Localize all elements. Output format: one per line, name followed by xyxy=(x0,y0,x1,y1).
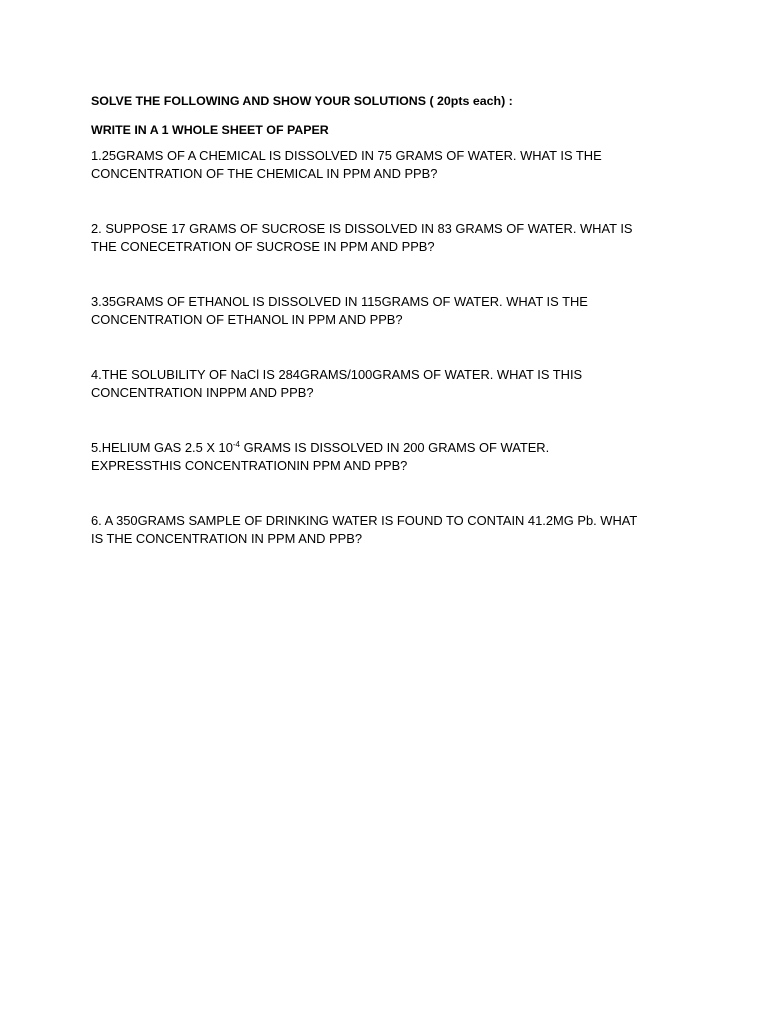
document-content xyxy=(91,93,691,585)
question-6-line-1: 6. A 350GRAMS SAMPLE OF DRINKING WATER IS FOUND TO CONTAIN 41.2MG Pb. WHAT xyxy=(91,513,638,528)
question-4 xyxy=(91,366,691,402)
question-5-exponent: -4 xyxy=(232,440,240,449)
question-5-line-1 xyxy=(91,439,691,457)
question-6 xyxy=(91,512,691,548)
question-4-line-1: 4.THE SOLUBILITY OF NaCl IS 284GRAMS/100GRAMS OF WATER. WHAT IS THIS xyxy=(91,367,583,382)
instruction-heading: SOLVE THE FOLLOWING AND SHOW YOUR SOLUTIONS ( 20pts each) : xyxy=(91,94,513,108)
question-5-line-2: EXPRESSTHIS CONCENTRATIONIN PPM AND PPB? xyxy=(91,458,408,473)
question-2-line-2: THE CONECETRATION OF SUCROSE IN PPM AND PPB? xyxy=(91,239,435,254)
question-2-line-1: 2. SUPPOSE 17 GRAMS OF SUCROSE IS DISSOLVED IN 83 GRAMS OF WATER. WHAT IS xyxy=(91,221,633,236)
question-5-line-1-start: 5.HELIUM GAS 2.5 X 10 xyxy=(91,440,233,455)
question-1-line-1: 1.25GRAMS OF A CHEMICAL IS DISSOLVED IN 75 GRAMS OF WATER. WHAT IS THE xyxy=(91,148,602,163)
question-2 xyxy=(91,220,691,256)
question-3-line-2: CONCENTRATION OF ETHANOL IN PPM AND PPB? xyxy=(91,312,403,327)
question-5 xyxy=(91,439,691,475)
question-1 xyxy=(91,147,691,183)
question-1-line-2: CONCENTRATION OF THE CHEMICAL IN PPM AND PPB? xyxy=(91,166,438,181)
question-5-line-1-end: GRAMS IS DISSOLVED IN 200 GRAMS OF WATER. xyxy=(240,440,550,455)
question-3-line-1: 3.35GRAMS OF ETHANOL IS DISSOLVED IN 115GRAMS OF WATER. WHAT IS THE xyxy=(91,294,588,309)
question-3 xyxy=(91,293,691,329)
question-4-line-2: CONCENTRATION INPPM AND PPB? xyxy=(91,385,314,400)
instruction-subheading: WRITE IN A 1 WHOLE SHEET OF PAPER xyxy=(91,123,329,137)
question-6-line-2: IS THE CONCENTRATION IN PPM AND PPB? xyxy=(91,531,362,546)
